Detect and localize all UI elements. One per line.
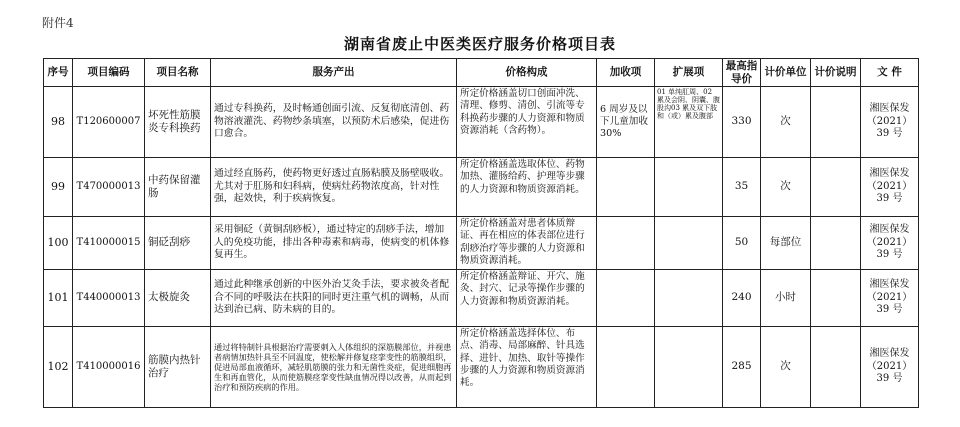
cell-composition: 所定价格涵盖选择体位、布点、消毒、局部麻醉、针具选择、进针、加热、取针等操作步骤的人力资源和物质资源消耗。: [457, 327, 597, 408]
cell-extension: [655, 327, 723, 408]
cell-seq: 101: [44, 270, 73, 327]
cell-max-price: 330: [723, 87, 761, 158]
cell-addon: [597, 327, 655, 408]
header-seq: 序号: [44, 59, 73, 87]
cell-service: 通过专科换药，及时畅通创面引流、反复彻底清创、药物溶液灌洗、药物纱条填塞，以预防术后感染，促进伤口愈合。: [211, 87, 457, 158]
cell-addon: 6 周岁及以下儿童加收 30%: [597, 87, 655, 158]
cell-max-price: 240: [723, 270, 761, 327]
cell-code: T470000013: [73, 158, 145, 217]
cell-unit: 次: [761, 87, 811, 158]
header-file: 文 件: [861, 59, 919, 87]
cell-composition: 所定价格涵盖选取体位、药物加热、灌肠给药、护理等步骤的人力资源和物质资源消耗。: [457, 158, 597, 217]
cell-name: 中药保留灌肠: [145, 158, 211, 217]
cell-code: T440000013: [73, 270, 145, 327]
cell-note: [811, 87, 861, 158]
header-addon: 加收项: [597, 59, 655, 87]
cell-name: 坏死性筋膜炎专科换药: [145, 87, 211, 158]
cell-extension: [655, 270, 723, 327]
cell-composition: 所定价格涵盖对患者体质辩证、再在相应的体表部位进行刮痧治疗等步骤的人力资源和物质资源消耗。: [457, 217, 597, 270]
cell-max-price: 35: [723, 158, 761, 217]
cell-seq: 98: [44, 87, 73, 158]
cell-code: T410000016: [73, 327, 145, 408]
cell-unit: 次: [761, 327, 811, 408]
cell-file: 湘医保发（2021）39 号: [861, 158, 919, 217]
cell-name: 铜砭刮痧: [145, 217, 211, 270]
header-row: [44, 59, 919, 87]
cell-name: 筋膜内热针治疗: [145, 327, 211, 408]
table-row: [44, 158, 919, 217]
header-extension: 扩展项: [655, 59, 723, 87]
header-composition: 价格构成: [457, 59, 597, 87]
cell-note: [811, 217, 861, 270]
cell-note: [811, 270, 861, 327]
table-title: 湖南省废止中医类医疗服务价格项目表: [343, 35, 616, 53]
cell-name: 太极旋灸: [145, 270, 211, 327]
cell-note: [811, 158, 861, 217]
header-service: 服务产出: [211, 59, 457, 87]
cell-composition: 所定价格涵盖辩证、开穴、施灸、封穴、记录等操作步骤的人力资源和物质资源消耗。: [457, 270, 597, 327]
header-max-price: 最高指导价: [723, 59, 761, 87]
cell-seq: 102: [44, 327, 73, 408]
cell-service: 通过此种继承创新的中医外治艾灸手法，要求被灸者配合不同的呼吸法在扶阳的同时更注重气机的调畅，从而达到治已病、防未病的目的。: [211, 270, 457, 327]
table-row: [44, 87, 919, 158]
cell-addon: [597, 270, 655, 327]
header-name: 项目名称: [145, 59, 211, 87]
header-note: 计价说明: [811, 59, 861, 87]
cell-code: T410000015: [73, 217, 145, 270]
cell-file: 湘医保发（2021）39 号: [861, 270, 919, 327]
cell-file: 湘医保发（2021）39 号: [861, 87, 919, 158]
table-row: [44, 270, 919, 327]
header-unit: 计价单位: [761, 59, 811, 87]
cell-composition: 所定价格涵盖切口创面冲洗、清理、修剪、清创、引流等专科换药步骤的人力资源和物质资源消耗（含药物）。: [457, 87, 597, 158]
cell-file: 湘医保发（2021）39 号: [861, 217, 919, 270]
attachment-label: 附件4: [42, 16, 74, 30]
cell-addon: [597, 217, 655, 270]
cell-unit: 小时: [761, 270, 811, 327]
cell-seq: 100: [44, 217, 73, 270]
table-row: [44, 217, 919, 270]
cell-file: 湘医保发（2021）39 号: [861, 327, 919, 408]
price-table: [43, 58, 919, 408]
cell-extension: 01 单纯肛周、02 累及会阴、阴囊、腹股沟03 累及双下肢和（或）累及腹部: [655, 87, 723, 158]
cell-extension: [655, 158, 723, 217]
cell-unit: 每部位: [761, 217, 811, 270]
cell-note: [811, 327, 861, 408]
cell-max-price: 285: [723, 327, 761, 408]
table-row: [44, 327, 919, 408]
cell-service: 通过经直肠药，使药物更好透过直肠粘膜及肠壁吸收。尤其对于肛肠和妇科病，使病灶药物浓度高，针对性强，起效快，利于疾病恢复。: [211, 158, 457, 217]
cell-max-price: 50: [723, 217, 761, 270]
cell-unit: 次: [761, 158, 811, 217]
header-code: 项目编码: [73, 59, 145, 87]
cell-extension: [655, 217, 723, 270]
cell-code: T120600007: [73, 87, 145, 158]
cell-service: 通过将特制针具根据治疗需要刺入人体组织的深筋膜部位，并视患者病情加热针具至不同温度，使松解并修复痉挛变性的筋膜组织，促进局部血液循环，减轻肌筋膜的张力和无菌性炎症，促进细胞再生和再血管化，从而使筋膜痉挛变性缺血情况得以改善，从而起到治疗和预防疾病的作用。: [211, 327, 457, 408]
cell-seq: 99: [44, 158, 73, 217]
cell-addon: [597, 158, 655, 217]
cell-service: 采用铜砭（黄铜刮痧板），通过特定的刮痧手法，增加人的免疫功能，排出各种毒素和病毒，使病变的机体修复再生。: [211, 217, 457, 270]
